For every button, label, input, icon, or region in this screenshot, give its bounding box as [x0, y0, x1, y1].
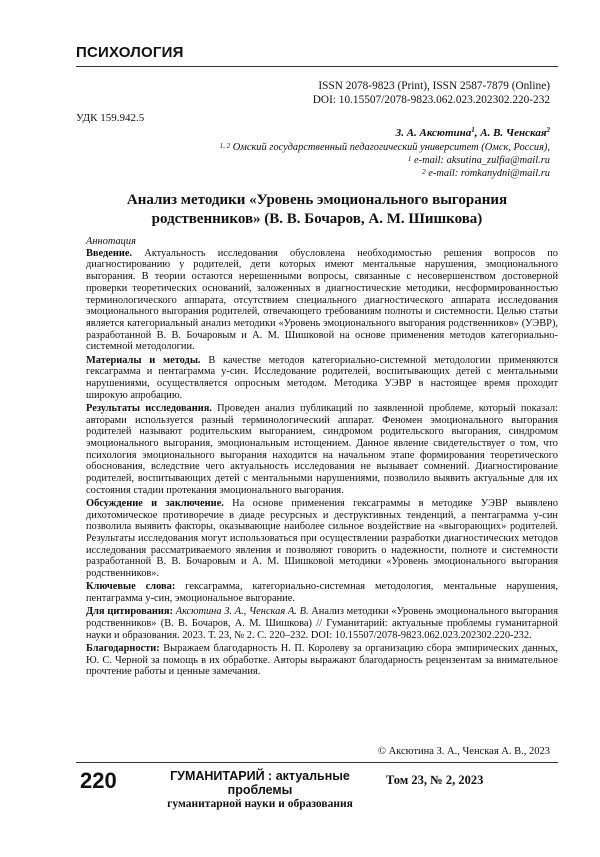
- email-line: $^2$ e-mail: romkanydni@mail.ru: [422, 168, 550, 180]
- top-divider: [76, 66, 558, 67]
- abstract-results: Результаты исследования. Проведен анализ публикаций по заявленной проблеме, который показал: авторами используется разный терминологический аппарат. Феномен эмоционального выгорания родителей называют родительским выгоранием, синдромом родительского выгорания, синдромом эмоционального выгорания, эмоциональным истощением. Данное явление свидетельствует о том, что психология эмоционального выгорания находится на начальном этапе формирования теоретического обоснования, вследствие чего актуальность исследования не вызывает сомнений. Диагностирование родителей, воспитывающих детей с ментальными нарушениями, позволило выявить актуальные для их состояния стадии протекания эмоционального выгорания.: [86, 402, 558, 496]
- acknowledgements: Благодарности: Выражаем благодарность Н. П. Королеву за организацию сбора эмпирических данных, Ю. С. Черной за помощь в их обработке. Авторы выражают благодарность рецензентам за внимательное прочтение работы и ценные замечания.: [86, 642, 558, 678]
- affiliation-line: $^{1, 2}$ Омский государственный педагогический университет (Омск, Россия),: [219, 142, 550, 153]
- citation: Для цитирования: Аксютина З. А., Ченская А. В. Анализ методики «Уровень эмоционального выгорания родственников» (В. В. Бочаров, А. М. Шишкова) // Гуманитарий: актуальные проблемы гуманитарной науки и образования. 2023. Т. 23, № 2. С. 220–232. DOI: 10.15507/2078-9823.062.023.202302.220-232.: [86, 606, 558, 641]
- abstract-section: [86, 236, 558, 680]
- abstract-discussion: Обсуждение и заключение. На основе применения гексаграммы в методике УЭВР выявлено дихотомическое противоречие в диаде ресурсных и деструктивных тенденций, а пентаграмма у-син позволила выявить факторы, оказывающие наиболее сильное воздействие на «выгорающих» родителей. Результаты исследования могут использоваться при осуществлении разработки диагностических методов исследования рассматриваемого явления и позволяют говорить о надежности, полноте и системности разработанной В. В. Бочаровым и А. М. Шишковой методики «Уровень эмоционального выгорания родственников».: [86, 497, 558, 580]
- page-number: 220: [80, 768, 117, 793]
- author-separator: ,: [474, 127, 481, 139]
- issn-line: ISSN 2078-9823 (Print), ISSN 2587-7879 (Online): [318, 80, 550, 92]
- author-list: [396, 127, 550, 139]
- issn-block: [313, 80, 550, 107]
- author-name: А. В. Ченская: [480, 127, 547, 139]
- author-sup: 1: [471, 126, 475, 134]
- abstract-label: Аннотация: [86, 236, 136, 247]
- copyright-notice: © Аксютина З. А., Ченская А. В., 2023: [377, 746, 550, 757]
- doi-line: DOI: 10.15507/2078-9823.062.023.202302.220-232: [312, 93, 550, 106]
- author-sup: 2: [546, 126, 550, 134]
- abstract-intro: Введение. Актуальность исследования обусловлена необходимостью решения вопросов по диагностированию у родителей, дети которых имеют ментальные нарушения, эмоционального выгорания. В теории остаются нерешенными вопросы, связанные с несовершенством достоверной проверки теоретических оснований, заложенных в диагностические методики, несформированностью терминологического аппарата, отсутствием специального диагностического аппарата исследования эмоционального выгорания родителей, отвечающего требованиям полноты и системности. Целью статьи является категориальный анализ методики «Уровень эмоционального выгорания родственников» (УЭВР), разработанной В. В. Бочаровым и А. М. Шишковой на основе применения методов категориально-системной методологии.: [86, 247, 558, 353]
- journal-name-line: ГУМАНИТАРИЙ : актуальные проблемы: [170, 769, 350, 797]
- footer-divider: [76, 762, 558, 763]
- journal-name: [140, 769, 380, 811]
- udk-code: УДК 159.942.5: [76, 112, 145, 124]
- journal-name-line: гуманитарной науки и образования: [167, 798, 353, 810]
- author-name: З. А. Аксютина: [395, 127, 472, 139]
- volume-info: Том 23, № 2, 2023: [386, 773, 484, 787]
- keywords: Ключевые слова: гексаграмма, категориально-системная методология, ментальные нарушения, пентаграмма у-син, эмоциональное выгорание.: [86, 581, 558, 605]
- affiliation-block: [150, 141, 550, 181]
- section-title: ПСИХОЛОГИЯ: [76, 44, 184, 61]
- article-title: Анализ методики «Уровень эмоционального выгорания родственников» (В. В. Бочаров, А. М. Шишкова): [126, 192, 508, 227]
- abstract-methods: Материалы и методы. В качестве методов категориально-системной методологии применяются гексаграмма и пентаграмма у-син. Исследование родителей, воспитывающих детей с ментальными нарушениями, осуществляется опросным методом. Методика УЭВР в настоящее время проходит широкую апробацию.: [86, 354, 558, 401]
- email-line: $^1$ e-mail: aksutina_zulfia@mail.ru: [407, 155, 550, 167]
